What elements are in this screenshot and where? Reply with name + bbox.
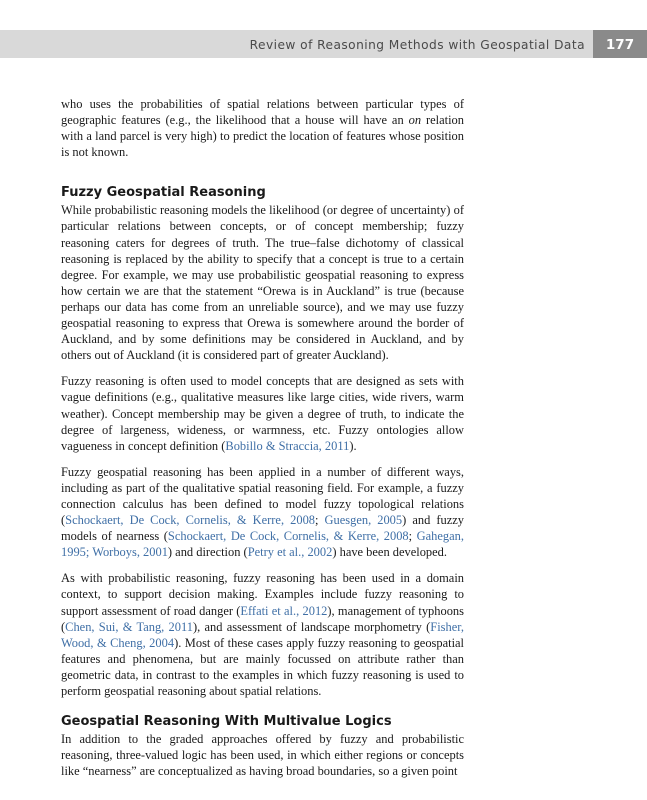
citation-link[interactable]: Schockaert, De Cock, Cornelis, & Kerre, 2008 [167,529,409,544]
paragraph-fuzzy-intro: While probabilistic reasoning models the likelihood (or degree of uncertainty) of particular relations between concepts, or of concept membership; fuzzy reasoning caters for degrees of truth. The true–false dichotomy of classical reasoning is replaced by the ability to specify that a concept is true to a certain degree. For example, we may use probabilistic geospatial reasoning to express how certain we are that the statement “Orewa is in Auckland” is true (because perhaps our data has come from an unreliable source), and we may use fuzzy geospatial reasoning to express that Orewa is somewhere around the border of Auckland, and by some definitions may be considered in Auckland, and by others out of Auckland (it is considered part of greater Auckland). [61,203,464,363]
text-run: ) have been developed. [332,545,447,560]
text-run: As with probabilistic reasoning, fuzzy reasoning has been used in a domain context, to support decision making. Examples include fuzzy reasoning to support assessment of road danger ( [61,571,464,618]
page-number: 177 [593,30,647,58]
body-text [61,96,464,789]
text-run: ), management of typhoons ( [61,603,464,634]
text-run: ). Most of these cases apply fuzzy reasoning to geospatial features and phenomena, but are mainly focussed on attribute rather than geometric data, in contrast to the examples in which fuzzy reasoning is used to perform geospatial reasoning about spatial relations. [61,635,465,698]
text-run: ). [349,438,357,453]
text-run: ; [408,529,417,544]
paragraph-fuzzy-applications [61,464,464,561]
text-run: who uses the probabilities of spatial relations between particular types of geographic features (e.g., the likelihood that a house will have an [61,97,464,128]
citation-link[interactable]: Effati et al., 2012 [240,603,328,618]
citation-link[interactable]: Gahegan, 1995; Worboys, 2001 [61,529,464,560]
text-run: ; [315,513,325,528]
citation-link[interactable]: Bobillo & Straccia, 2011 [225,438,350,453]
citation-link[interactable]: Guesgen, 2005 [324,513,403,528]
citation-link[interactable]: Petry et al., 2002 [247,545,333,560]
running-title: Review of Reasoning Methods with Geospatial Data [249,38,585,52]
citation-link[interactable]: Fisher, Wood, & Cheng, 2004 [61,619,464,650]
paragraph-fuzzy-concepts [61,373,464,453]
italic-term: on [408,113,422,128]
paragraph-fuzzy-decision [61,570,464,699]
citation-link[interactable]: Schockaert, De Cock, Cornelis, & Kerre, 2008 [65,513,316,528]
text-run: Fuzzy reasoning is often used to model concepts that are designed as sets with vague definitions (e.g., qualitative measures like large cities, wide rivers, warm weather). Concept membership may be given a degree of truth, to indicate the degree of largeness, wideness, or warmness, etc. Fuzzy ontologies allow vagueness in concept definition ( [61,374,464,453]
section-heading-fuzzy: Fuzzy Geospatial Reasoning [61,185,266,201]
text-run: Fuzzy geospatial reasoning has been applied in a number of different ways, including as part of the qualitative spatial reasoning field. For example, a fuzzy connection calculus has been defined to model fuzzy topological relations ( [61,464,464,528]
text-run: relation with a land parcel is very high) to predict the location of features whose position is not known. [61,113,464,160]
text-run: ) and direction ( [167,545,248,560]
text-run: ) and fuzzy models of nearness ( [61,513,464,544]
paragraph-continued [61,96,464,160]
running-header [0,30,647,58]
citation-link[interactable]: Chen, Sui, & Tang, 2011 [65,619,193,634]
paragraph-multivalue-intro: In addition to the graded approaches offered by fuzzy and probabilistic reasoning, three-valued logic has been used, in which either regions or concepts like “nearness” are conceptualized as having broad boundaries, so a given point [61,732,464,779]
section-heading-multivalue: Geospatial Reasoning With Multivalue Logics [61,714,392,730]
text-run: ), and assessment of landscape morphometry ( [192,619,431,634]
